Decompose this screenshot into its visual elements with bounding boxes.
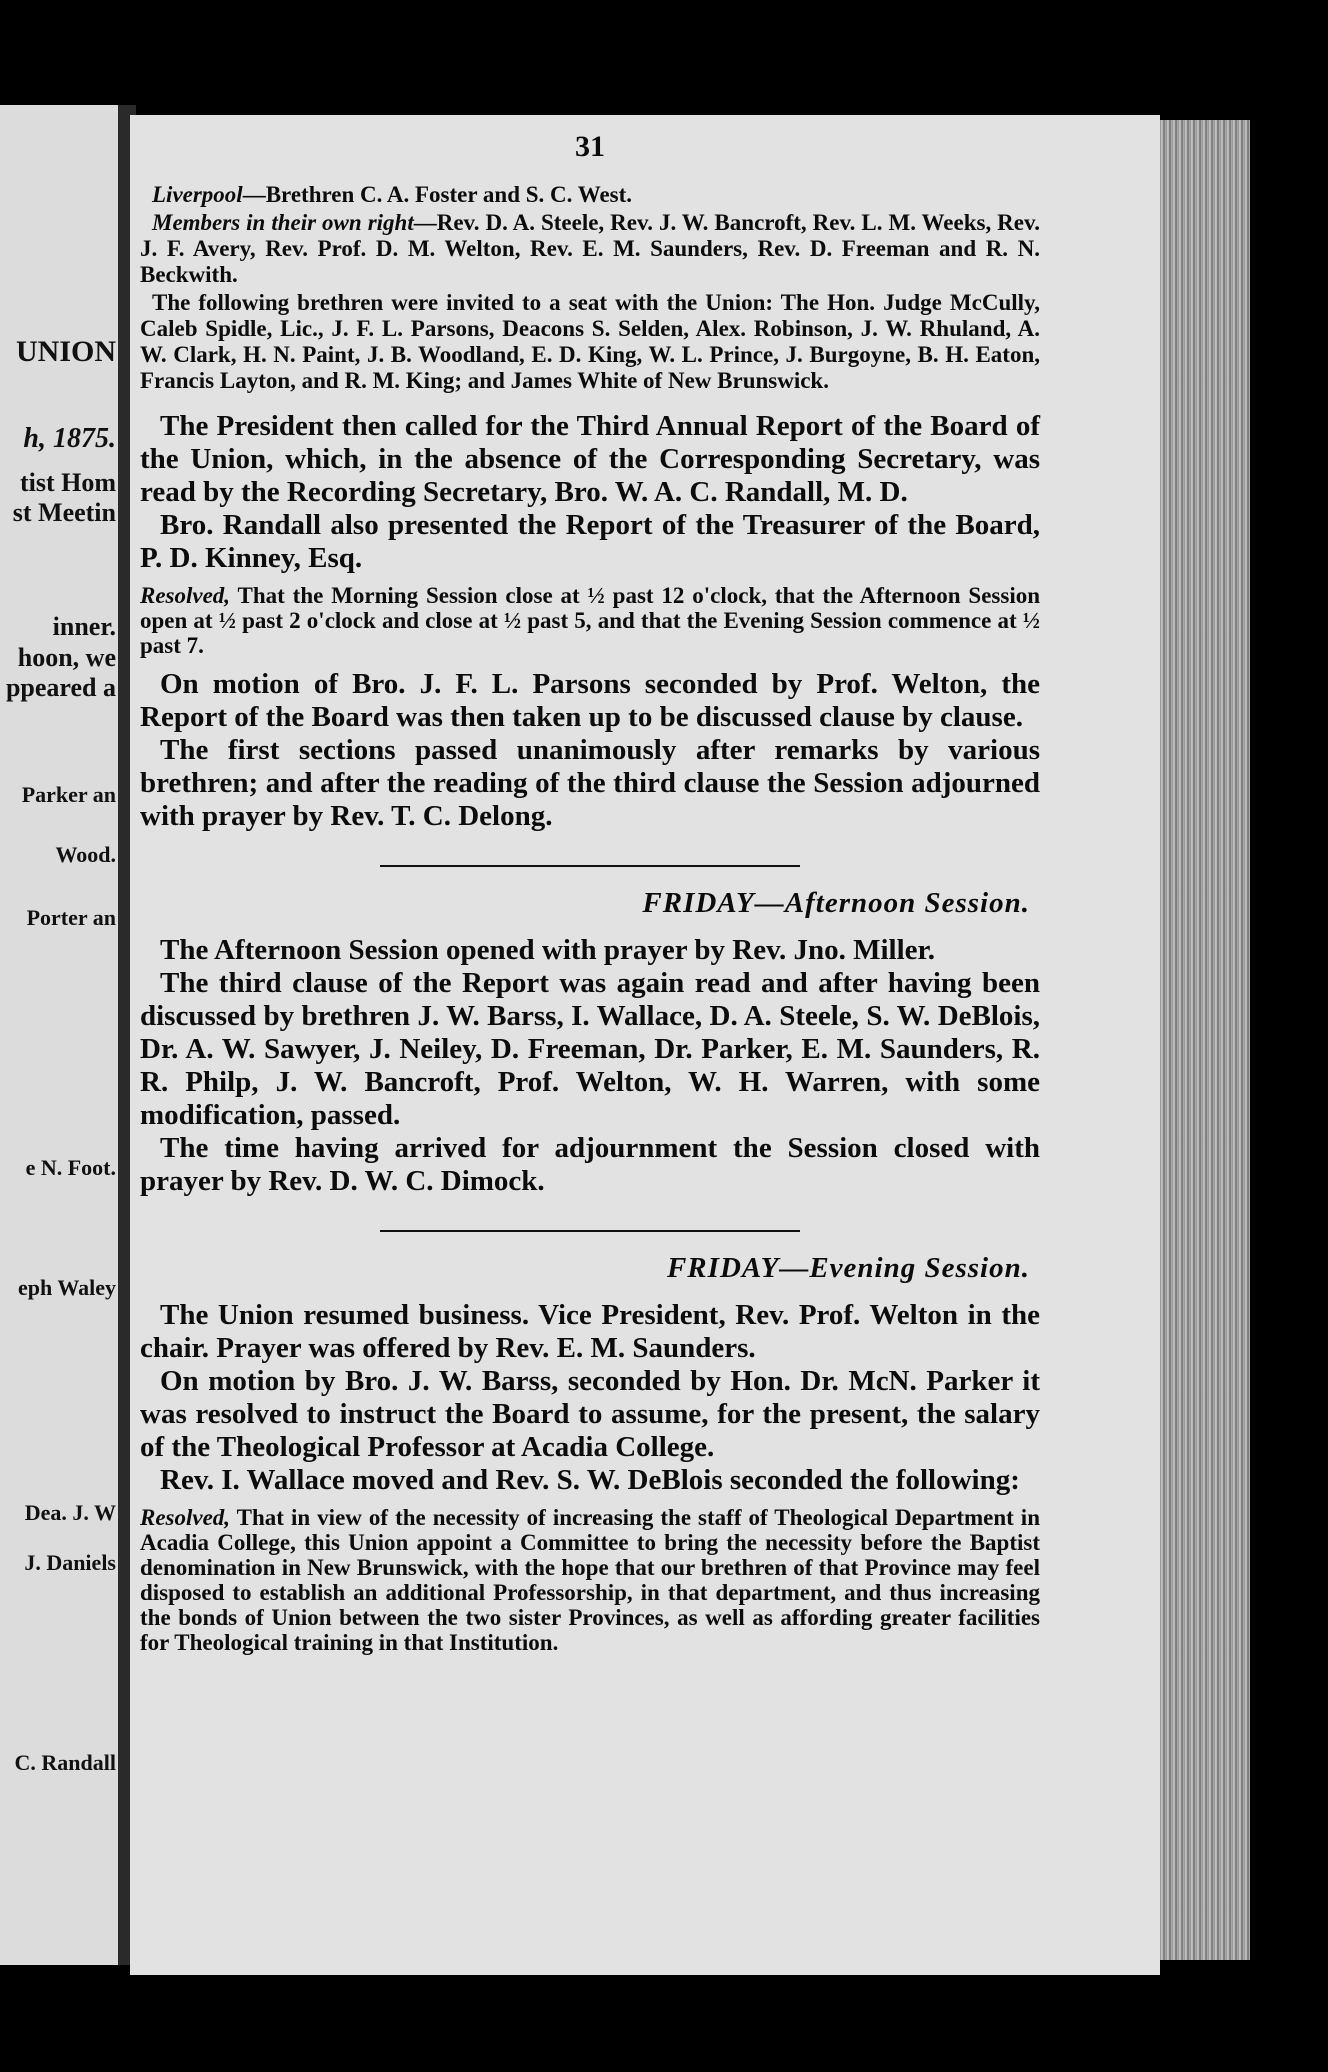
page-number: 31 — [575, 130, 605, 163]
paragraph: On motion by Bro. J. W. Barss, seconded by Hon. Dr. McN. Parker it was resolved to instruct the Board to assume, for the present, the salary of the Theological Professor at Acadia College. — [140, 1365, 1040, 1463]
left-margin-text: Parker an — [21, 782, 116, 807]
paragraph: Rev. I. Wallace moved and Rev. S. W. DeBlois seconded the following: — [160, 1464, 1020, 1496]
left-margin-text: hoon, we — [17, 643, 116, 672]
left-margin-text: Wood. — [55, 842, 116, 867]
liverpool-delegates: Liverpool—Brethren C. A. Foster and S. C. West. — [152, 182, 633, 207]
page-content — [140, 130, 1040, 1665]
paragraph: The President then called for the Third Annual Report of the Board of the Union, which, in the absence of the Corresponding Secretary, was read by the Recording Secretary, Bro. W. A. C. Randall, M. D. — [140, 410, 1040, 508]
section-divider — [380, 865, 800, 867]
left-margin-text: e N. Foot. — [25, 1155, 116, 1180]
left-margin-text: Dea. J. W — [24, 1500, 116, 1525]
paragraph: The first sections passed unanimously after remarks by various brethren; and after the reading of the third clause the Session adjourned with prayer by Rev. T. C. Delong. — [140, 734, 1040, 832]
left-margin-text: st Meetin — [12, 498, 116, 527]
left-margin-text: J. Daniels — [24, 1550, 116, 1575]
left-margin-text: eph Waley — [17, 1275, 116, 1300]
paragraph: The Afternoon Session opened with prayer by Rev. Jno. Miller. — [160, 934, 935, 966]
members-own-right: Members in their own right—Rev. D. A. Steele, Rev. J. W. Bancroft, Rev. L. M. Weeks, Rev. J. F. Avery, Rev. Prof. D. M. Welton, Rev. E. M. Saunders, Rev. D. Freeman and R. N. Beckwith. — [140, 210, 1040, 287]
page-edges — [1160, 120, 1250, 1960]
paragraph: Bro. Randall also presented the Report of the Treasurer of the Board, P. D. Kinney, Esq. — [140, 509, 1040, 574]
resolution: Resolved, That the Morning Session close at ½ past 12 o'clock, that the Afternoon Session open at ½ past 2 o'clock and close at ½ past 5, and that the Evening Session commence at ½ past 7. — [140, 583, 1040, 658]
left-facing-page — [0, 105, 118, 1965]
paragraph: The Union resumed business. Vice President, Rev. Prof. Welton in the chair. Prayer was offered by Rev. E. M. Saunders. — [140, 1299, 1040, 1364]
section-divider — [380, 1230, 800, 1232]
section-heading-evening: FRIDAY—Evening Session. — [666, 1252, 1030, 1284]
paragraph: The third clause of the Report was again read and after having been discussed by brethren J. W. Barss, I. Wallace, D. A. Steele, S. W. DeBlois, Dr. A. W. Sawyer, J. Neiley, D. Freeman, Dr. Parker, E. M. Saunders, R. R. Philp, J. W. Bancroft, Prof. Welton, W. H. Warren, with some modification, passed. — [140, 967, 1040, 1131]
left-margin-text: Porter an — [26, 905, 116, 930]
left-margin-text: inner. — [52, 612, 116, 641]
invited-brethren: The following brethren were invited to a seat with the Union: The Hon. Judge McCully, Caleb Spidle, Lic., J. F. L. Parsons, Deacons S. Selden, Alex. Robinson, J. W. Rhuland, A. W. Clark, H. N. Paint, J. B. Woodland, E. D. King, W. L. Prince, J. Burgoyne, B. H. Eaton, Francis Layton, and R. M. King; and James White of New Brunswick. — [140, 290, 1040, 393]
resolution: Resolved, That in view of the necessity of increasing the staff of Theological Department in Acadia College, this Union appoint a Committee to bring the necessity before the Baptist denomination in New Brunswick, with the hope that our brethren of that Province may feel disposed to establish an additional Professorship, in that department, and thus increasing the bonds of Union between the two sister Provinces, as well as affording greater facilities for Theological training in that Institution. — [140, 1505, 1040, 1655]
left-margin-text: C. Randall — [14, 1750, 116, 1775]
left-margin-text: tist Hom — [19, 468, 116, 497]
left-margin-text: h, 1875. — [23, 423, 116, 454]
left-margin-text: UNION — [15, 335, 116, 368]
paragraph: The time having arrived for adjournment the Session closed with prayer by Rev. D. W. C. Dimock. — [140, 1132, 1040, 1197]
left-margin-text: ppeared a — [5, 673, 116, 702]
section-heading-afternoon: FRIDAY—Afternoon Session. — [642, 887, 1030, 919]
paragraph: On motion of Bro. J. F. L. Parsons seconded by Prof. Welton, the Report of the Board was then taken up to be discussed clause by clause. — [140, 668, 1040, 733]
